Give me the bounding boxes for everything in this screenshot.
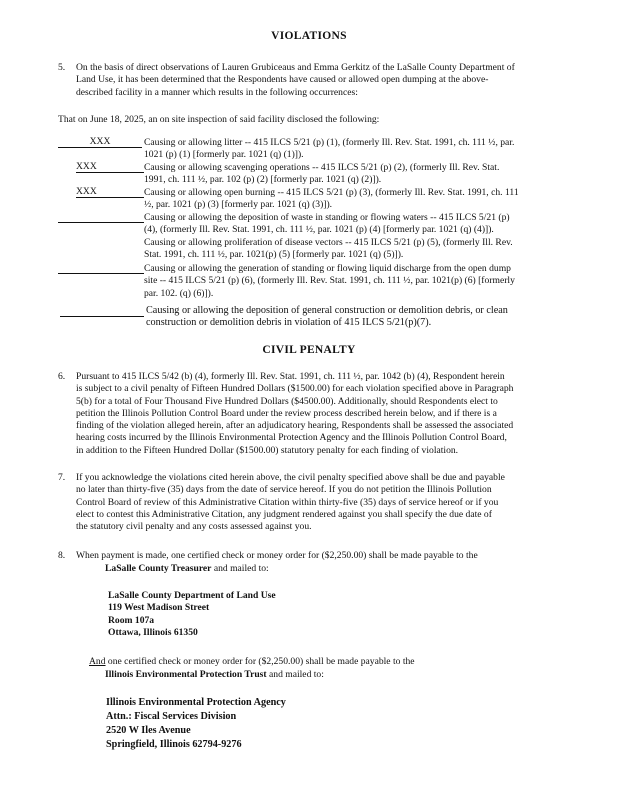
violation-line: par. 102. (q) (6)]).	[144, 287, 214, 299]
paragraph-7-line: elect to contest this Administrative Citation, any judgment rendered against you shall specify the due date of	[76, 508, 492, 520]
violation-line: 1021 (p) (1) [formerly par. 1021 (q) (1)]).	[144, 149, 304, 161]
payee-2	[105, 669, 324, 681]
payee-1-name: LaSalle County Treasurer	[105, 563, 212, 574]
address-1-line: 119 West Madison Street	[108, 602, 210, 614]
paragraph-6-line: hearing costs incurred by the Illinois Environmental Protection Agency and the Illinois Pollution Control Board,	[76, 432, 507, 444]
paragraph-5	[76, 62, 606, 99]
address-1-line: LaSalle County Department of Land Use	[108, 590, 276, 601]
paragraph-7-line: the statutory civil penalty and any costs assessed against you.	[76, 521, 312, 533]
check-mark: XXX	[76, 161, 97, 172]
violation-text-construction-debris	[146, 305, 508, 330]
violation-text-litter	[144, 137, 514, 162]
violation-item-liquid-discharge	[58, 263, 144, 278]
paragraph-6-line: 5(b) for a total of Four Thousand Five Hundred Dollars ($4500.00). Additionally, should Respondents elect to	[76, 395, 498, 407]
address-2-line: Springfield, Illinois 62794-9276	[106, 739, 242, 750]
violation-line: Causing or allowing the deposition of general construction or demolition debris, or clean	[146, 305, 508, 316]
paragraph-6	[76, 371, 606, 457]
check-blank	[58, 263, 144, 274]
violation-line: ½, par. 1021 (p) (3) [formerly par. 1021 (q) (3)]).	[144, 199, 333, 211]
violation-line: construction or demolition debris in violation of 415 ILCS 5/21(p)(7).	[146, 317, 432, 329]
check-blank	[58, 137, 142, 148]
violation-line: Causing or allowing proliferation of disease vectors -- 415 ILCS 5/21 (p) (5), (formerly Ill. Rev.	[144, 236, 513, 248]
violation-line: (4), (formerly Ill. Rev. Stat. 1991, ch. 111 ½, par. 1021 (p) (4) [formerly par. 1021 (q) (4)]).	[144, 224, 494, 236]
address-1	[108, 590, 276, 639]
paragraph-8-line-2	[89, 656, 415, 668]
check-mark: XXX	[76, 186, 97, 197]
check-blank	[76, 162, 144, 173]
paragraph-8-line-1: When payment is made, one certified check or money order for ($2,250.00) shall be made payable to the	[76, 550, 478, 561]
violation-item-waters-vectors	[58, 212, 144, 227]
violation-text-waters-vectors	[144, 212, 513, 261]
civil-penalty-heading: CIVIL PENALTY	[262, 344, 356, 356]
paragraph-5-line: Land Use, it has been determined that the Respondents have caused or allowed open dumping at the above-	[76, 74, 489, 86]
violation-text-liquid-discharge	[144, 263, 515, 300]
violation-line: Causing or allowing the deposition of waste in standing or flowing waters -- 415 ILCS 5/21 (p)	[144, 212, 510, 223]
violation-text-open-burning	[144, 187, 519, 212]
paragraph-5-number: 5.	[58, 62, 66, 73]
address-2-line: Attn.: Fiscal Services Division	[106, 711, 237, 722]
violation-line: Causing or allowing the generation of standing or flowing liquid discharge from the open dump	[144, 263, 511, 274]
check-blank	[60, 306, 144, 317]
violation-item-open-burning	[76, 187, 144, 202]
paragraph-6-line: petition the Illinois Pollution Control Board under the review process described herein below, and if there is a	[76, 407, 497, 419]
paragraph-8-line-2-text: one certified check or money order for ($2,250.00) shall be made payable to the	[105, 656, 415, 667]
address-2-line: 2520 W Iles Avenue	[106, 725, 191, 736]
paragraph-6-line: is subject to a civil penalty of Fifteen Hundred Dollars ($1500.00) for each violation specified above in Paragraph	[76, 383, 514, 395]
violation-item-litter	[58, 137, 142, 152]
violation-text-scavenging	[144, 162, 499, 187]
violation-item-construction-debris	[60, 306, 144, 321]
violation-line: Causing or allowing litter -- 415 ILCS 5/21 (p) (1), (formerly Ill. Rev. Stat. 1991, ch. 111 ½, par.	[144, 137, 515, 148]
payee-2-suffix: and mailed to:	[266, 669, 324, 680]
paragraph-5-line: On the basis of direct observations of Lauren Grubiceaus and Emma Gerkitz of the LaSalle County Department of	[76, 62, 515, 73]
address-1-line: Room 107a	[108, 614, 155, 626]
address-2	[106, 696, 286, 752]
payee-1-suffix: and mailed to:	[211, 563, 269, 574]
paragraph-8-number: 8.	[58, 550, 66, 561]
check-mark: XXX	[89, 136, 111, 147]
paragraph-7-line: no later than thirty-five (35) days from the date of service hereof. If you do not petition the Illinois Pollution	[76, 484, 492, 496]
check-blank	[76, 187, 144, 198]
violation-line: Stat. 1991, ch. 111 ½, par. 1021(p) (5) [formerly par. 1021 (q) (5)]).	[144, 248, 404, 260]
violation-line: site -- 415 ILCS 5/21 (p) (6), (formerly Ill. Rev. Stat. 1991, ch. 111 ½, par. 1021(p) (6) [formerly	[144, 275, 515, 287]
payee-2-name: Illinois Environmental Protection Trust	[105, 669, 267, 680]
paragraph-7-line: Control Board of review of this Administrative Citation within thirty-five (35) days of service hereof or if you	[76, 496, 499, 508]
address-1-line: Ottawa, Illinois 61350	[108, 626, 198, 638]
violations-heading: VIOLATIONS	[271, 30, 347, 42]
inspection-intro: That on June 18, 2025, an on site inspection of said facility disclosed the following:	[58, 114, 380, 125]
paragraph-6-number: 6.	[58, 371, 66, 382]
address-2-line: Illinois Environmental Protection Agency	[106, 697, 286, 708]
check-blank	[58, 212, 144, 223]
and-word: And	[89, 656, 106, 667]
violation-line: Causing or allowing open burning -- 415 ILCS 5/21 (p) (3), (formerly Ill. Rev. Stat. 1991, ch. 111	[144, 187, 519, 198]
paragraph-5-line: described facility in a manner which results in the following occurrences:	[76, 86, 358, 98]
violation-line: 1991, ch. 111 ½, par. 102 (p) (2) [formerly par. 1021 (q) (2)]).	[144, 174, 382, 186]
paragraph-7-line: If you acknowledge the violations cited herein above, the civil penalty specified above shall be due and payable	[76, 472, 505, 483]
paragraph-7-number: 7.	[58, 472, 66, 483]
paragraph-6-line: finding of the violation alleged herein, after an adjudicatory hearing, Respondents shall be assessed the associated	[76, 420, 514, 432]
paragraph-6-line: Pursuant to 415 ILCS 5/42 (b) (4), formerly Ill. Rev. Stat. 1991, ch. 111 ½, par. 1042 (b) (4), Respondent herein	[76, 371, 505, 382]
violation-line: Causing or allowing scavenging operations -- 415 ILCS 5/21 (p) (2), (formerly Ill. Rev. Stat.	[144, 162, 500, 173]
payee-1	[105, 563, 269, 575]
paragraph-6-line: in addition to the Fifteen Hundred Dollar ($1500.00) statutory penalty for each finding of violation.	[76, 444, 459, 456]
paragraph-7	[76, 472, 606, 533]
violation-item-scavenging	[76, 162, 144, 177]
